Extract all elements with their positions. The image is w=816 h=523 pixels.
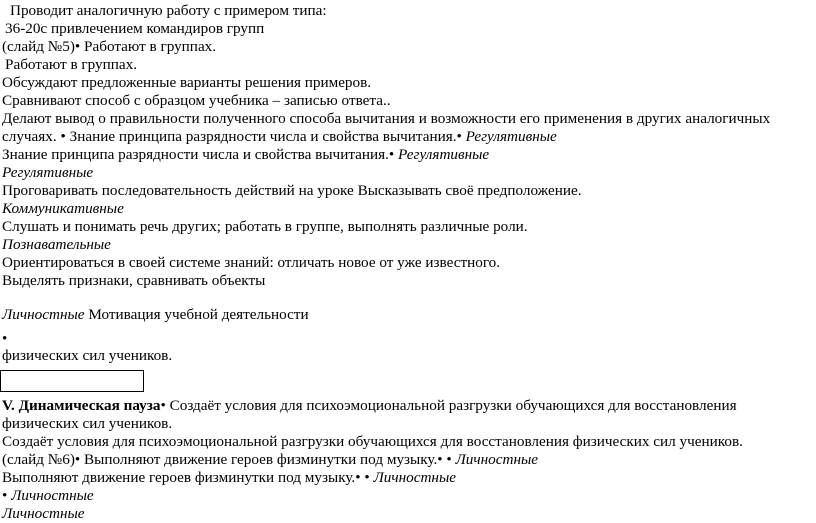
text-line: Создаёт условия для психоэмоциональной разгрузки обучающихся для восстановления физических сил учеников. [2, 433, 743, 450]
bullet-icon: • • [355, 469, 374, 486]
text-line: Делают вывод о правильности полученного способа вычитания и возможности его применения в других аналогичных [2, 110, 771, 127]
text-line: • Личностные [2, 487, 94, 504]
bullet-icon: • [60, 128, 70, 145]
text-line: (слайд №5)• Работают в группах. [2, 38, 217, 55]
bullet-icon: • [2, 487, 12, 504]
text-line: Слушать и понимать речь других; работать в группе, выполнять различные роли. [2, 218, 528, 235]
bullet-icon: • • [437, 451, 456, 468]
bullet-icon: • [456, 128, 466, 145]
text-line: Сравнивают способ с образцом учебника – записью ответа.. [2, 92, 391, 109]
text-line: физических сил учеников. [2, 347, 173, 364]
text-line: (слайд №6)• Выполняют движение героев физминутки под музыку.• • Личностные [2, 451, 539, 468]
text-line: физических сил учеников. [2, 415, 173, 432]
text-line: Личностные Мотивация учебной деятельности [2, 306, 309, 323]
text-line: Проводит аналогичную работу с примером типа: [10, 2, 327, 19]
empty-frame [0, 370, 144, 392]
bullet-icon: • [160, 397, 170, 414]
text-line: Обсуждают предложенные варианты решения примеров. [2, 74, 372, 91]
category-label: Регулятивные [2, 164, 94, 181]
text-line: Выделять признаки, сравнивать объекты [2, 272, 266, 289]
category-label: Коммуникативные [2, 200, 124, 217]
text-line: Выполняют движение героев физминутки под музыку.• • Личностные [2, 469, 456, 486]
text-line: Работают в группах. [5, 56, 138, 73]
bullet-icon: • [388, 146, 399, 163]
bullet-icon: • [74, 451, 85, 468]
text-line: случаях. • Знание принципа разрядности числа и свойства вычитания.• Регулятивные [2, 128, 557, 145]
text-line: 36-20с привлечением командиров групп [5, 20, 265, 37]
text-line: V. Динамическая пауза• Создаёт условия для психоэмоциональной разгрузки обучающихся для восстановления [2, 397, 737, 414]
text-line: Ориентироваться в своей системе знаний: отличать новое от уже известного. [2, 254, 501, 271]
category-label: Познавательные [2, 236, 111, 253]
bullet-icon: • [74, 38, 85, 55]
text-line: Знание принципа разрядности числа и свойства вычитания.• Регулятивные [2, 146, 490, 163]
category-label: Личностные [2, 505, 85, 522]
text-line: Проговаривать последовательность действий на уроке Высказывать своё предположение. [2, 182, 582, 199]
bullet-icon: • [2, 330, 8, 347]
